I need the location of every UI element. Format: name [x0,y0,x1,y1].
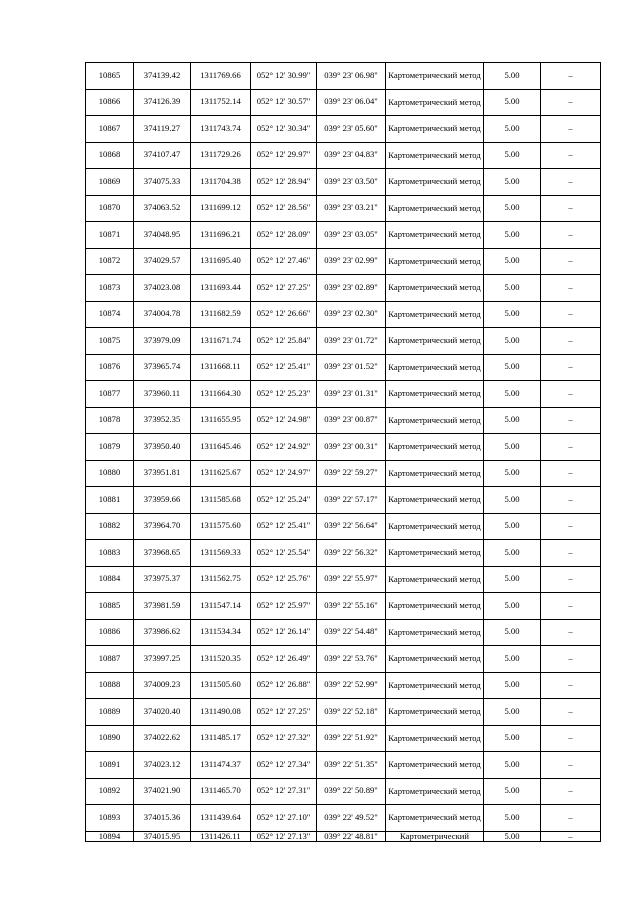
x-coordinate-cell: 374020.40 [134,699,191,726]
x-coordinate-cell: 373981.59 [134,593,191,620]
table-row [86,752,601,779]
note-cell: – [541,646,601,673]
x-coordinate-cell: 374126.39 [134,89,191,116]
y-coordinate-cell: 1311520.35 [191,646,251,673]
note-cell: – [541,381,601,408]
y-coordinate-cell: 1311645.46 [191,434,251,461]
table-row [86,646,601,673]
point-number-cell: 10891 [86,752,134,779]
method-cell: Картометрический метод [386,407,484,434]
table-row [86,487,601,514]
table-row [86,248,601,275]
x-coordinate-cell: 374023.12 [134,752,191,779]
point-number-cell: 10881 [86,487,134,514]
x-coordinate-cell: 374139.42 [134,63,191,90]
accuracy-cell: 5.00 [484,540,541,567]
x-coordinate-cell: 374015.36 [134,805,191,832]
y-coordinate-cell: 1311474.37 [191,752,251,779]
method-cell: Картометрический метод [386,89,484,116]
y-coordinate-cell: 1311625.67 [191,460,251,487]
y-coordinate-cell: 1311505.60 [191,672,251,699]
point-number-cell: 10885 [86,593,134,620]
method-cell: Картометрический метод [386,593,484,620]
table-row [86,619,601,646]
accuracy-cell: 5.00 [484,195,541,222]
note-cell: – [541,831,601,841]
note-cell: – [541,460,601,487]
latitude-cell: 052° 12' 25.76" [251,566,317,593]
latitude-cell: 052° 12' 26.49" [251,646,317,673]
table-row [86,699,601,726]
y-coordinate-cell: 1311769.66 [191,63,251,90]
longitude-cell: 039° 22' 57.17" [317,487,386,514]
x-coordinate-cell: 374022.62 [134,725,191,752]
method-cell: Картометрический метод [386,778,484,805]
longitude-cell: 039° 22' 52.99" [317,672,386,699]
table-row [86,566,601,593]
accuracy-cell: 5.00 [484,381,541,408]
longitude-cell: 039° 23' 06.04" [317,89,386,116]
method-cell: Картометрический метод [386,381,484,408]
y-coordinate-cell: 1311695.40 [191,248,251,275]
table-row [86,725,601,752]
method-cell: Картометрический метод [386,222,484,249]
table-row [86,540,601,567]
longitude-cell: 039° 23' 02.99" [317,248,386,275]
note-cell: – [541,407,601,434]
latitude-cell: 052° 12' 26.14" [251,619,317,646]
method-cell: Картометрический метод [386,805,484,832]
table-row [86,169,601,196]
point-number-cell: 10884 [86,566,134,593]
point-number-cell: 10865 [86,63,134,90]
note-cell: – [541,725,601,752]
x-coordinate-cell: 374075.33 [134,169,191,196]
note-cell: – [541,619,601,646]
point-number-cell: 10876 [86,354,134,381]
y-coordinate-cell: 1311585.68 [191,487,251,514]
latitude-cell: 052° 12' 27.32" [251,725,317,752]
y-coordinate-cell: 1311426.11 [191,831,251,841]
longitude-cell: 039° 22' 50.89" [317,778,386,805]
longitude-cell: 039° 22' 51.92" [317,725,386,752]
longitude-cell: 039° 23' 01.72" [317,328,386,355]
method-cell: Картометрический метод [386,301,484,328]
accuracy-cell: 5.00 [484,63,541,90]
y-coordinate-cell: 1311562.75 [191,566,251,593]
x-coordinate-cell: 373951.81 [134,460,191,487]
x-coordinate-cell: 373952.35 [134,407,191,434]
accuracy-cell: 5.00 [484,460,541,487]
table-row [86,513,601,540]
method-cell: Картометрический метод [386,725,484,752]
latitude-cell: 052° 12' 30.34" [251,116,317,143]
latitude-cell: 052° 12' 27.31" [251,778,317,805]
table-row [86,778,601,805]
note-cell: – [541,89,601,116]
longitude-cell: 039° 22' 52.18" [317,699,386,726]
table-body [86,63,601,842]
point-number-cell: 10892 [86,778,134,805]
table-row [86,116,601,143]
point-number-cell: 10872 [86,248,134,275]
table-row [86,672,601,699]
y-coordinate-cell: 1311682.59 [191,301,251,328]
y-coordinate-cell: 1311569.33 [191,540,251,567]
table-row [86,354,601,381]
latitude-cell: 052° 12' 28.94" [251,169,317,196]
latitude-cell: 052° 12' 25.24" [251,487,317,514]
x-coordinate-cell: 374009.23 [134,672,191,699]
point-number-cell: 10879 [86,434,134,461]
note-cell: – [541,540,601,567]
table-row [86,195,601,222]
point-number-cell: 10890 [86,725,134,752]
x-coordinate-cell: 373997.25 [134,646,191,673]
y-coordinate-cell: 1311465.70 [191,778,251,805]
longitude-cell: 039° 23' 00.87" [317,407,386,434]
note-cell: – [541,222,601,249]
method-cell: Картометрический метод [386,699,484,726]
note-cell: – [541,142,601,169]
note-cell: – [541,248,601,275]
y-coordinate-cell: 1311704.38 [191,169,251,196]
accuracy-cell: 5.00 [484,248,541,275]
accuracy-cell: 5.00 [484,116,541,143]
note-cell: – [541,328,601,355]
accuracy-cell: 5.00 [484,805,541,832]
method-cell: Картометрический метод [386,328,484,355]
method-cell: Картометрический метод [386,566,484,593]
point-number-cell: 10871 [86,222,134,249]
longitude-cell: 039° 22' 49.52" [317,805,386,832]
longitude-cell: 039° 23' 03.21" [317,195,386,222]
y-coordinate-cell: 1311729.26 [191,142,251,169]
table-row [86,328,601,355]
y-coordinate-cell: 1311699.12 [191,195,251,222]
longitude-cell: 039° 22' 56.32" [317,540,386,567]
note-cell: – [541,566,601,593]
note-cell: – [541,434,601,461]
method-cell: Картометрический метод [386,460,484,487]
longitude-cell: 039° 23' 00.31" [317,434,386,461]
note-cell: – [541,195,601,222]
latitude-cell: 052° 12' 26.88" [251,672,317,699]
note-cell: – [541,301,601,328]
x-coordinate-cell: 373986.62 [134,619,191,646]
point-number-cell: 10869 [86,169,134,196]
point-number-cell: 10866 [86,89,134,116]
point-number-cell: 10886 [86,619,134,646]
x-coordinate-cell: 374048.95 [134,222,191,249]
accuracy-cell: 5.00 [484,328,541,355]
latitude-cell: 052° 12' 27.25" [251,699,317,726]
table-row [86,222,601,249]
y-coordinate-cell: 1311696.21 [191,222,251,249]
point-number-cell: 10875 [86,328,134,355]
table-row [86,460,601,487]
accuracy-cell: 5.00 [484,699,541,726]
y-coordinate-cell: 1311743.74 [191,116,251,143]
x-coordinate-cell: 373979.09 [134,328,191,355]
note-cell: – [541,778,601,805]
latitude-cell: 052° 12' 27.13" [251,831,317,841]
x-coordinate-cell: 374119.27 [134,116,191,143]
point-number-cell: 10867 [86,116,134,143]
latitude-cell: 052° 12' 24.98" [251,407,317,434]
longitude-cell: 039° 22' 59.27" [317,460,386,487]
accuracy-cell: 5.00 [484,407,541,434]
table-row [86,434,601,461]
table-row [86,63,601,90]
method-cell: Картометрический метод [386,116,484,143]
x-coordinate-cell: 374107.47 [134,142,191,169]
point-number-cell: 10883 [86,540,134,567]
accuracy-cell: 5.00 [484,831,541,841]
accuracy-cell: 5.00 [484,487,541,514]
table-row [86,407,601,434]
method-cell: Картометрический метод [386,672,484,699]
y-coordinate-cell: 1311655.95 [191,407,251,434]
method-cell: Картометрический метод [386,487,484,514]
longitude-cell: 039° 23' 01.52" [317,354,386,381]
point-number-cell: 10878 [86,407,134,434]
latitude-cell: 052° 12' 25.23" [251,381,317,408]
method-cell: Картометрический метод [386,195,484,222]
x-coordinate-cell: 373968.65 [134,540,191,567]
table-row [86,142,601,169]
latitude-cell: 052° 12' 30.57" [251,89,317,116]
note-cell: – [541,699,601,726]
note-cell: – [541,593,601,620]
longitude-cell: 039° 22' 53.76" [317,646,386,673]
latitude-cell: 052° 12' 25.97" [251,593,317,620]
longitude-cell: 039° 23' 03.05" [317,222,386,249]
latitude-cell: 052° 12' 24.92" [251,434,317,461]
y-coordinate-cell: 1311534.34 [191,619,251,646]
latitude-cell: 052° 12' 27.10" [251,805,317,832]
point-number-cell: 10868 [86,142,134,169]
point-number-cell: 10870 [86,195,134,222]
x-coordinate-cell: 374029.57 [134,248,191,275]
point-number-cell: 10894 [86,831,134,841]
note-cell: – [541,752,601,779]
accuracy-cell: 5.00 [484,354,541,381]
note-cell: – [541,169,601,196]
table-row [86,301,601,328]
latitude-cell: 052° 12' 27.46" [251,248,317,275]
latitude-cell: 052° 12' 30.99" [251,63,317,90]
accuracy-cell: 5.00 [484,566,541,593]
accuracy-cell: 5.00 [484,752,541,779]
x-coordinate-cell: 374063.52 [134,195,191,222]
note-cell: – [541,116,601,143]
x-coordinate-cell: 373975.37 [134,566,191,593]
method-cell: Картометрический метод [386,275,484,302]
y-coordinate-cell: 1311547.14 [191,593,251,620]
longitude-cell: 039° 23' 05.60" [317,116,386,143]
y-coordinate-cell: 1311575.60 [191,513,251,540]
note-cell: – [541,275,601,302]
point-number-cell: 10887 [86,646,134,673]
method-cell: Картометрический метод [386,248,484,275]
accuracy-cell: 5.00 [484,672,541,699]
note-cell: – [541,354,601,381]
method-cell: Картометрический метод [386,434,484,461]
accuracy-cell: 5.00 [484,301,541,328]
latitude-cell: 052° 12' 25.41" [251,354,317,381]
y-coordinate-cell: 1311490.08 [191,699,251,726]
latitude-cell: 052° 12' 26.66" [251,301,317,328]
longitude-cell: 039° 22' 56.64" [317,513,386,540]
table-row [86,831,601,841]
accuracy-cell: 5.00 [484,89,541,116]
y-coordinate-cell: 1311668.11 [191,354,251,381]
accuracy-cell: 5.00 [484,778,541,805]
note-cell: – [541,63,601,90]
note-cell: – [541,805,601,832]
latitude-cell: 052° 12' 27.34" [251,752,317,779]
x-coordinate-cell: 373960.11 [134,381,191,408]
method-cell: Картометрический метод [386,513,484,540]
longitude-cell: 039° 22' 55.97" [317,566,386,593]
accuracy-cell: 5.00 [484,619,541,646]
accuracy-cell: 5.00 [484,275,541,302]
table-row [86,381,601,408]
y-coordinate-cell: 1311693.44 [191,275,251,302]
table-row [86,593,601,620]
latitude-cell: 052° 12' 25.41" [251,513,317,540]
method-cell: Картометрический метод [386,354,484,381]
point-number-cell: 10880 [86,460,134,487]
method-cell: Картометрический метод [386,169,484,196]
accuracy-cell: 5.00 [484,142,541,169]
x-coordinate-cell: 374004.78 [134,301,191,328]
accuracy-cell: 5.00 [484,646,541,673]
method-cell: Картометрический метод [386,142,484,169]
y-coordinate-cell: 1311664.30 [191,381,251,408]
longitude-cell: 039° 22' 55.16" [317,593,386,620]
point-number-cell: 10874 [86,301,134,328]
longitude-cell: 039° 23' 02.30" [317,301,386,328]
x-coordinate-cell: 373965.74 [134,354,191,381]
longitude-cell: 039° 23' 06.98" [317,63,386,90]
longitude-cell: 039° 23' 03.50" [317,169,386,196]
latitude-cell: 052° 12' 28.09" [251,222,317,249]
method-cell: Картометрический метод [386,646,484,673]
accuracy-cell: 5.00 [484,593,541,620]
method-cell: Картометрический метод [386,619,484,646]
table-row [86,89,601,116]
point-number-cell: 10893 [86,805,134,832]
y-coordinate-cell: 1311671.74 [191,328,251,355]
method-cell: Картометрический метод [386,540,484,567]
point-number-cell: 10873 [86,275,134,302]
longitude-cell: 039° 23' 02.89" [317,275,386,302]
x-coordinate-cell: 373950.40 [134,434,191,461]
x-coordinate-cell: 374023.08 [134,275,191,302]
point-number-cell: 10882 [86,513,134,540]
latitude-cell: 052° 12' 25.54" [251,540,317,567]
latitude-cell: 052° 12' 25.84" [251,328,317,355]
method-cell: Картометрический метод [386,752,484,779]
method-cell: Картометрический метод [386,63,484,90]
accuracy-cell: 5.00 [484,222,541,249]
note-cell: – [541,513,601,540]
y-coordinate-cell: 1311485.17 [191,725,251,752]
longitude-cell: 039° 22' 51.35" [317,752,386,779]
x-coordinate-cell: 374015.95 [134,831,191,841]
accuracy-cell: 5.00 [484,434,541,461]
note-cell: – [541,672,601,699]
point-number-cell: 10877 [86,381,134,408]
coordinates-table [85,62,601,842]
note-cell: – [541,487,601,514]
x-coordinate-cell: 373964.70 [134,513,191,540]
point-number-cell: 10889 [86,699,134,726]
y-coordinate-cell: 1311439.64 [191,805,251,832]
accuracy-cell: 5.00 [484,169,541,196]
longitude-cell: 039° 23' 01.31" [317,381,386,408]
latitude-cell: 052° 12' 27.25" [251,275,317,302]
accuracy-cell: 5.00 [484,725,541,752]
y-coordinate-cell: 1311752.14 [191,89,251,116]
longitude-cell: 039° 23' 04.83" [317,142,386,169]
table-row [86,275,601,302]
latitude-cell: 052° 12' 24.97" [251,460,317,487]
latitude-cell: 052° 12' 29.97" [251,142,317,169]
x-coordinate-cell: 374021.90 [134,778,191,805]
table-row [86,805,601,832]
longitude-cell: 039° 22' 54.48" [317,619,386,646]
method-cell: Картометрический [386,831,484,841]
latitude-cell: 052° 12' 28.56" [251,195,317,222]
x-coordinate-cell: 373959.66 [134,487,191,514]
longitude-cell: 039° 22' 48.81" [317,831,386,841]
accuracy-cell: 5.00 [484,513,541,540]
point-number-cell: 10888 [86,672,134,699]
